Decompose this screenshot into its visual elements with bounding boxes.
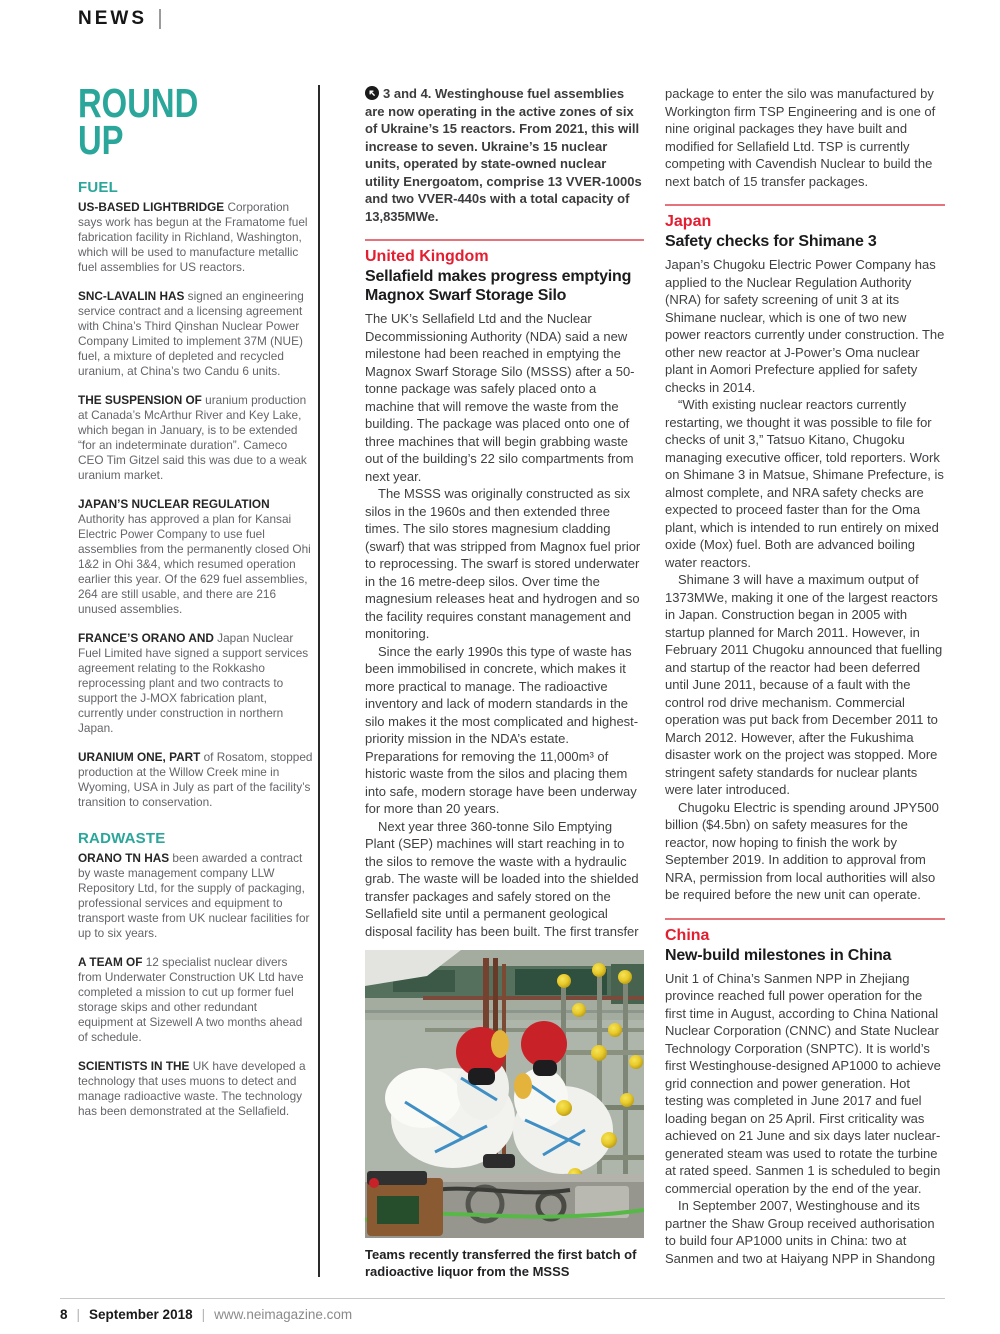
roundup-item-text: of Rosatom, stopped production at the Willow Creek mine in Wyoming, USA in July as part of the facility’s transition to conservation.	[78, 750, 313, 809]
article-body-uk	[365, 310, 644, 940]
article-photo-figure	[365, 950, 644, 1280]
roundup-item-lead: JAPAN’S NUCLEAR REGULATION	[78, 497, 270, 511]
continued-paragraph	[365, 85, 644, 225]
roundup-item-text: uranium production at Canada’s McArthur River and Key Lake, which began in January, is to be extended “for an indeterminate duration”. Cameco CEO Tim Gitzel said this was due to a weak uranium market.	[78, 393, 307, 482]
roundup-column	[78, 80, 314, 1133]
article-uk	[365, 239, 644, 940]
roundup-item	[78, 289, 314, 379]
region-heading-japan: Japan	[665, 213, 712, 230]
headline-line1: Sellafield makes progress emptying	[365, 268, 632, 285]
roundup-heading-fuel: FUEL	[78, 179, 118, 196]
roundup-item-lead: ORANO TN HAS	[78, 851, 170, 865]
article-japan	[665, 204, 945, 904]
footer-separator: |	[76, 1307, 81, 1322]
article-headline-uk	[365, 267, 644, 305]
paragraph: Chugoku Electric is spending around JPY500 billion ($4.5bn) on safety measures for the reactor, now hoping to finish the work by September 2019. In addition to approval from NRA, permission from local authorities will also be required before the new unit can operate.	[665, 799, 939, 902]
roundup-item	[78, 497, 314, 617]
roundup-item-text: been awarded a contract by waste management company LLW Repository Ltd, for the supply of packaging, professional services and equipment to transport waste from UK nuclear facilities for up to six years.	[78, 851, 310, 940]
roundup-title-line2: UP	[78, 117, 124, 163]
paragraph: In September 2007, Westinghouse and its partner the Shaw Group received authorisation to build four AP1000 units in China: two at Sanmen and two at Haiyang NPP in Shandong	[665, 1198, 936, 1266]
article-headline-china	[665, 946, 945, 965]
roundup-item-text: Japan Nuclear Fuel Limited have signed a support services agreement relating to the Rokkasho reprocessing plant and two contracts to support the J-MOX fabrication plant, currently under construction in northern Japan.	[78, 631, 309, 735]
roundup-item	[78, 1059, 314, 1119]
roundup-item-text: UK have developed a technology that uses muons to detect and manage radioactive waste. The technology has been demonstrated at the Sellafield.	[78, 1059, 306, 1118]
page-number: 8	[60, 1307, 68, 1322]
headline-line1: Safety checks for Shimane 3	[665, 233, 877, 250]
masthead-divider	[159, 9, 161, 29]
paragraph: The UK’s Sellafield Ltd and the Nuclear Decommissioning Authority (NDA) said a new milestone had been reached in emptying the Magnox Swarf Storage Silo (MSSS) after a 50-tonne package was safely placed onto a machine that will remove the waste from the building. The package was placed onto one of three machines that will begin grabbing waste out of the building’s 22 silo compartments from next year.	[365, 311, 635, 484]
page-footer	[60, 1298, 945, 1322]
headline-line2: Magnox Swarf Storage Silo	[365, 287, 567, 304]
roundup-item-lead: URANIUM ONE, PART	[78, 750, 201, 764]
roundup-item-text: Corporation says work has begun at the Framatome fuel fabrication facility in Richland, Washington, which will be used to manufacture metallic fuel assemblies for US reactors.	[78, 200, 308, 274]
article-china	[665, 918, 945, 1268]
roundup-item	[78, 631, 314, 736]
roundup-item-lead: SCIENTISTS IN THE	[78, 1059, 190, 1073]
article-headline-japan	[665, 232, 945, 251]
photo-caption: Teams recently transferred the first batch of radioactive liquor from the MSSS	[365, 1247, 637, 1279]
article-body-japan	[665, 256, 945, 904]
section-label: NEWS	[78, 8, 147, 29]
roundup-item	[78, 851, 314, 941]
roundup-item	[78, 200, 314, 275]
roundup-item-text: signed an engineering service contract and a licensing agreement with China’s Third Qinshan Nuclear Power Company Limited to implement 37M (NUE) fuel, a mixture of depleted and recycled uranium, at China’s two Candu 6 units.	[78, 289, 304, 378]
section-rule	[665, 204, 945, 206]
issue-date: September 2018	[89, 1307, 193, 1322]
roundup-title	[78, 80, 267, 163]
region-heading-china: China	[665, 926, 710, 944]
section-rule	[665, 918, 945, 920]
roundup-title-line1: ROUND	[78, 80, 199, 126]
roundup-item	[78, 750, 314, 810]
paragraph: Japan’s Chugoku Electric Power Company has applied to the Nuclear Regulation Authority (NRA) for safety screening of unit 3 at its Shimane nuclear, which is one of two new power reactors currently under construction. The other new reactor at J-Power’s Oma nuclear plant in Aomori Prefecture applied for safety checks in 2014.	[665, 257, 945, 395]
roundup-item-text: 12 specialist nuclear divers from Underwater Construction UK Ltd have completed a mission to cut up former fuel storage skips and other redundant equipment at Sizewell A two months ahead of schedule.	[78, 955, 304, 1044]
paragraph: Unit 1 of China’s Sanmen NPP in Zhejiang province reached full power operation for the first time in August, according to China National Nuclear Corporation (CNNC) and State Nuclear Technology Corporation (SNPTC). It is world’s first Westinghouse-designed AP1000 to achieve grid connection and power generation. Hot testing was completed in June 2017 and fuel loading began on 25 April. First criticality was achieved on 21 June and six days later nuclear-generated steam was used to rotate the turbine at rated speed. Sanmen 1 is scheduled to begin commercial operation by the end of the year.	[665, 970, 941, 1196]
roundup-item-lead: THE SUSPENSION OF	[78, 393, 202, 407]
website-url: www.neimagazine.com	[214, 1307, 353, 1322]
roundup-item-lead: A TEAM OF	[78, 955, 143, 969]
headline-line1: New-build milestones in China	[665, 946, 892, 964]
paragraph: Shimane 3 will have a maximum output of 1373MWe, making it one of the largest reactors in Japan. Construction began in 2005 with startup planned for March 2011. However, in February 2011 Chugoku announced that fuelling and startup of the reactor had been deferred until June 2011, because of a fault with the control rod drive mechanism. Commercial operation was put back from December 2011 to March 2012. However, after the Fukushima disaster work on the project was stopped. More stringent safety standards for nuclear plants were later introduced.	[665, 572, 943, 797]
roundup-item-lead: US-BASED LIGHTBRIDGE	[78, 200, 225, 214]
paragraph: Since the early 1990s this type of waste has been immobilised in concrete, which makes it more practical to manage. The radioactive inventory and lack of modern standards in the silo makes it the most complicated and highest-priority mission in the NDA’s estate. Preparations for removing the 11,000m³ of historic waste from the silos and placing them into safe, modern storage have been underway for more than 20 years.	[365, 643, 639, 816]
right-column	[665, 85, 945, 1267]
paragraph: “With existing nuclear reactors currently restarting, we thought it was possible to file for checks of unit 3,” Tatsuo Kitano, Chugoku managing executive officer, told reporters. Work on Shimane 3 in Matsue, Shimane Prefecture, is almost complete, and NRA safety checks are expected to proceed faster than for the Oma plant, which is intended to run entirely on mixed oxide (Mox) fuel. Both are advanced boiling water reactors.	[665, 397, 944, 570]
article-photo	[365, 950, 644, 1238]
continued-text: 3 and 4. Westinghouse fuel assemblies are now operating in the active zones of six of Ukraine’s 15 reactors. From 2021, this will increase to seven. Ukraine’s 15 nuclear units, operated by state-owned nuclear utility Energoatom, comprise 13 VVER-1000s and two VVER-440s with a total capacity of 13,835MWe.	[365, 86, 642, 224]
roundup-heading-radwaste: RADWASTE	[78, 830, 166, 847]
roundup-item-text: Authority has approved a plan for Kansai Electric Power Company to use fuel assemblies from the permanently closed Ohi 1&2 in Ohi 3&4, which resumed operation earlier this year. Of the 629 fuel assemblies, 264 are still usable, and there are 216 unused assemblies.	[78, 512, 311, 616]
continued-from-icon	[365, 86, 379, 100]
article-body-china	[665, 970, 945, 1268]
paragraph: Next year three 360-tonne Silo Emptying Plant (SEP) machines will start reaching in to the silos to remove the waste with a hydraulic grab. The waste will be loaded into the shielded transfer packages and safely stored on the Sellafield site until a permanent geological disposal facility has been built. The first transfer	[365, 818, 639, 939]
column-divider	[318, 85, 320, 1277]
roundup-item	[78, 955, 314, 1045]
roundup-item-lead: FRANCE’S ORANO AND	[78, 631, 214, 645]
roundup-item-lead: SNC-LAVALIN HAS	[78, 289, 185, 303]
region-heading-uk: United Kingdom	[365, 248, 489, 265]
masthead	[78, 8, 161, 30]
middle-column	[365, 85, 644, 1280]
continuation-paragraph: package to enter the silo was manufactured by Workington firm TSP Engineering and is one of nine original packages they have built and modified for Sellafield Ltd. TSP is currently competing with Cavendish Nuclear to build the next batch of 15 transfer packages.	[665, 86, 936, 189]
paragraph: The MSSS was originally constructed as six silos in the 1960s and then extended three times. The silo stores magnesium cladding (swarf) that was stripped from Magnox fuel prior to reprocessing. The swarf is stored underwater in the 16 metre-deep silos. Over time the magnesium releases heat and hydrogen and so the facility requires constant management and monitoring.	[365, 486, 641, 641]
roundup-item	[78, 393, 314, 483]
section-rule	[365, 239, 644, 241]
footer-separator: |	[201, 1307, 206, 1322]
